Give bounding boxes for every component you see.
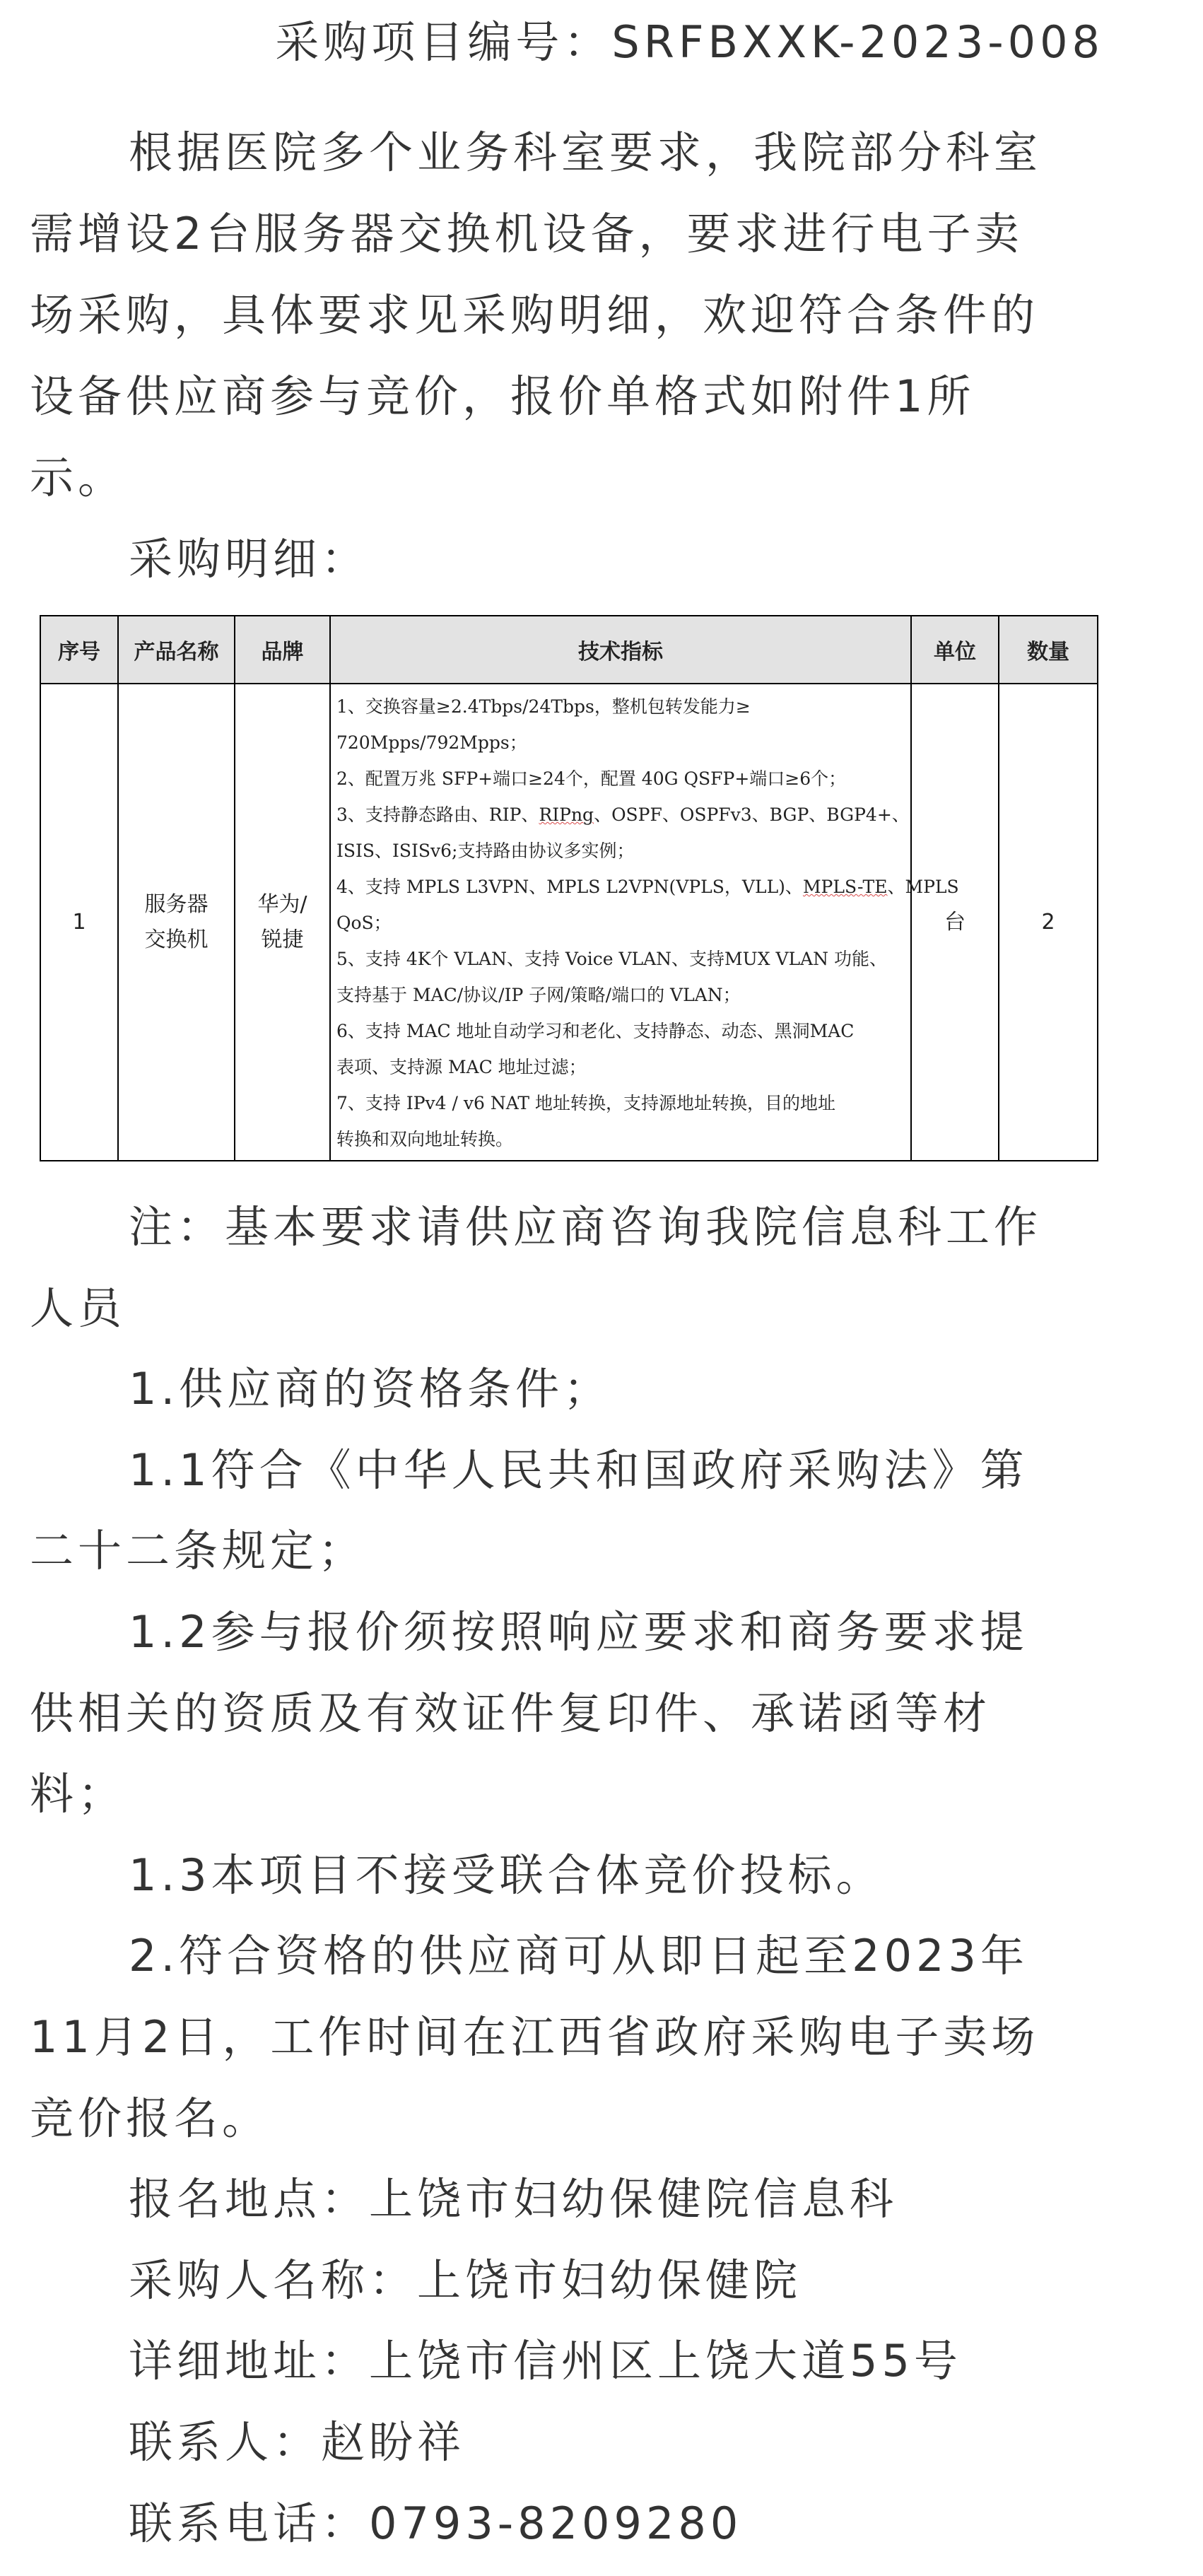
spec-line: 6、支持 MAC 地址自动学习和老化、支持静态、动态、黑洞MAC: [336, 1021, 855, 1041]
intro-line-3: 场采购，具体要求见采购明细，欢迎符合条件的: [30, 289, 1040, 341]
body-line: 供相关的资质及有效证件复印件、承诺函等材: [30, 1687, 992, 1739]
detail-heading: 采购明细：: [129, 533, 370, 585]
spec-line: 2、配置万兆 SFP+端口≥24个，配置 40G QSFP+端口≥6个；: [336, 768, 847, 789]
cell-unit: 台: [911, 684, 999, 1161]
header-no: 序号: [40, 616, 118, 684]
body-line: 采购人名称：上饶市妇幼保健院: [129, 2254, 802, 2306]
body-line: 料；: [30, 1768, 127, 1820]
product-name-line-2: 交换机: [144, 927, 209, 952]
spellcheck-underline: RIPng: [539, 804, 594, 825]
body-line: 2.符合资格的供应商可从即日起至2023年: [129, 1930, 1028, 1981]
header-product-name: 产品名称: [118, 616, 235, 684]
product-name-line-1: 服务器: [144, 891, 209, 917]
procurement-table: [40, 615, 1097, 1157]
spec-line: QoS；: [336, 913, 392, 933]
cell-tech-spec: [330, 684, 959, 1161]
body-line: 二十二条规定；: [30, 1525, 367, 1576]
cell-qty: 2: [999, 684, 1098, 1161]
spec-line: 转换和双向地址转换。: [336, 1129, 514, 1149]
intro-line-1: 根据医院多个业务科室要求，我院部分科室: [129, 127, 1043, 178]
intro-line-4: 设备供应商参与竞价，报价单格式如附件1所: [30, 370, 975, 422]
spec-line: 720Mpps/792Mpps；: [336, 732, 527, 753]
spec-line: ISIS、ISISv6;支持路由协议多实例；: [336, 841, 635, 861]
body-line: 竞价报名。: [30, 2092, 271, 2144]
table-row: [40, 684, 1098, 1161]
header-tech-spec: 技术指标: [330, 616, 911, 684]
body-line: 1.3本项目不接受联合体竞价投标。: [129, 1849, 884, 1901]
spec-line: 3、支持静态路由、RIP、RIPng、OSPF、OSPFv3、BGP、BGP4+、: [336, 804, 910, 825]
body-line: 1.1符合《中华人民共和国政府采购法》第: [129, 1444, 1028, 1496]
intro-line-5: 示。: [30, 452, 127, 503]
body-line: 详细地址：上饶市信州区上饶大道55号: [129, 2335, 962, 2387]
cell-product-name: [118, 684, 235, 1161]
body-line: 注：基本要求请供应商咨询我院信息科工作: [129, 1201, 1043, 1253]
cell-no: 1: [40, 684, 118, 1161]
body-line: 报名地点：上饶市妇幼保健院信息科: [129, 2173, 898, 2225]
body-line: 1.供应商的资格条件；: [129, 1363, 612, 1415]
header-qty: 数量: [999, 616, 1098, 684]
brand-line-2: 锐捷: [261, 927, 304, 952]
spec-line: 支持基于 MAC/协议/IP 子网/策略/端口的 VLAN；: [336, 985, 741, 1005]
project-number: 采购项目编号：SRFBXXK-2023-008: [275, 16, 1104, 68]
brand-line-1: 华为/: [257, 891, 307, 917]
cell-brand: [235, 684, 330, 1161]
body-line: 联系电话：0793-8209280: [129, 2498, 743, 2549]
body-line: 11月2日，工作时间在江西省政府采购电子卖场: [30, 2011, 1040, 2063]
header-brand: 品牌: [235, 616, 330, 684]
body-line: 人员: [30, 1282, 127, 1334]
spec-line: 4、支持 MPLS L3VPN、MPLS L2VPN(VPLS，VLL)、MPLS-TE、MPLS: [336, 877, 959, 897]
header-unit: 单位: [911, 616, 999, 684]
spec-line: 表项、支持源 MAC 地址过滤；: [336, 1057, 587, 1077]
table-header-row: [40, 616, 1098, 684]
intro-line-2: 需增设2台服务器交换机设备，要求进行电子卖: [30, 208, 1023, 259]
spec-line: 7、支持 IPv4 / v6 NAT 地址转换，支持源地址转换，目的地址: [336, 1093, 836, 1113]
spec-line: 1、交换容量≥2.4Tbps/24Tbps，整机包转发能力≥: [336, 696, 751, 717]
body-line: 1.2参与报价须按照响应要求和商务要求提: [129, 1606, 1028, 1658]
spellcheck-underline: MPLS-TE: [802, 877, 888, 897]
spec-line: 5、支持 4K个 VLAN、支持 Voice VLAN、支持MUX VLAN 功能、: [336, 949, 887, 969]
body-line: 联系人：赵盼祥: [129, 2416, 466, 2468]
